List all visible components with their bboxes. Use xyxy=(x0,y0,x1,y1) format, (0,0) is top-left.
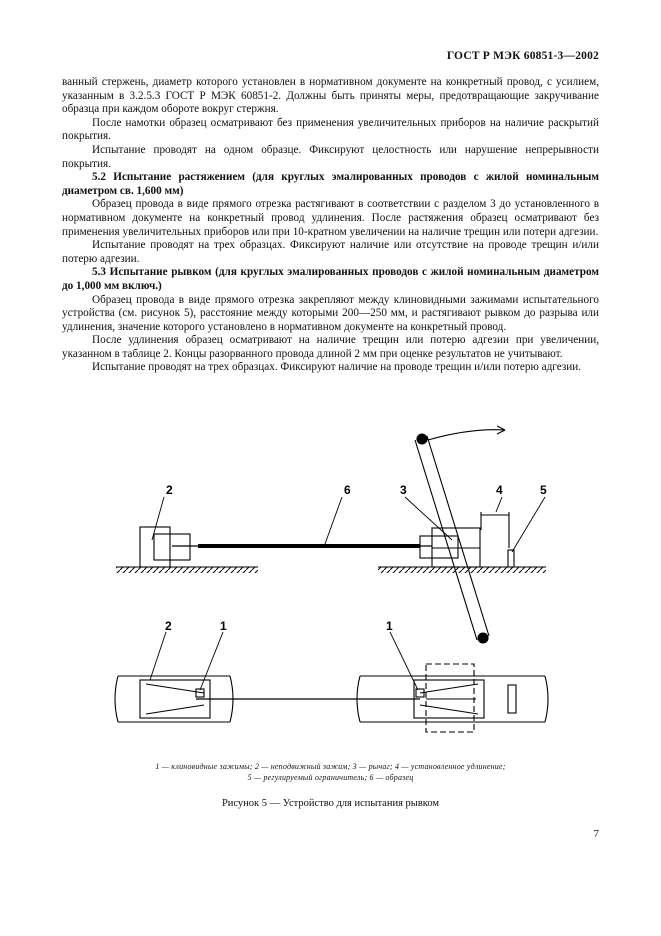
paragraph: Испытание проводят на трех образцах. Фиксируют наличие или отсутствие на проводе трещин и/или потерю адгезии. xyxy=(62,239,599,265)
figure-5-jerk-test-device xyxy=(100,425,560,755)
legend-line-1: 1 — клиновидные зажимы; 2 — неподвижный зажим; 3 — рычаг; 4 — установленное удлинение; xyxy=(155,762,506,771)
section-heading-5-2: 5.2 Испытание растяжением (для круглых эмалированных проводов с жилой номинальным диаметром св. 1,600 мм) xyxy=(62,171,599,197)
adjustable-stop xyxy=(508,550,514,567)
right-clamp xyxy=(420,528,480,567)
label-2-side: 2 xyxy=(166,483,173,497)
page-number: 7 xyxy=(593,828,599,840)
label-5: 5 xyxy=(540,483,547,497)
label-3: 3 xyxy=(400,483,407,497)
paragraph: Испытание проводят на одном образце. Фиксируют целостность или нарушение непрерывности покрытия. xyxy=(62,143,599,170)
ground-left xyxy=(116,567,258,573)
document-header: ГОСТ Р МЭК 60851-3—2002 xyxy=(446,50,599,62)
lever xyxy=(415,426,505,643)
figure-title: Рисунок 5 — Устройство для испытания рывком xyxy=(221,798,440,809)
body-text xyxy=(62,76,599,375)
paragraph: Образец провода в виде прямого отрезка растягивают в соответствии с разделом 3 до установленного в нормативном документе на конкретный провод удлинения. После растяжения образец осматривают без применения увеличительных приборов или при 10-кратном увеличении на наличие трещин или потери адгезии. xyxy=(62,198,599,238)
paragraph: Испытание проводят на трех образцах. Фиксируют наличие на проводе трещин и/или потерю адгезии. xyxy=(92,361,582,374)
paragraph: Образец провода в виде прямого отрезка закрепляют между клиновидными зажимами испытательного устройства (см. рисунок 5), расстояние между которыми 200—250 мм, и растягивают рывком до разрыва или удлинения, значение которого установлено в нормативном документе на конкретный провод. xyxy=(62,293,599,333)
specimen-wire xyxy=(172,544,432,548)
label-2-top: 2 xyxy=(165,619,172,633)
label-4: 4 xyxy=(496,483,503,497)
legend-line-2: 5 — регулируемый ограничитель; 6 — образец xyxy=(247,773,414,782)
ground-right xyxy=(378,567,546,573)
top-view xyxy=(115,664,548,732)
label-1-left: 1 xyxy=(220,619,227,633)
paragraph: После намотки образец осматривают без применения увеличительных приборов на наличие раскрытий покрытия. xyxy=(62,116,599,143)
label-1-right: 1 xyxy=(386,619,393,633)
elongation-dimension xyxy=(481,512,509,548)
paragraph: ванный стержень, диаметр которого установлен в нормативном документе на конкретный провод, с усилием, указанным в 3.2.5.3 ГОСТ Р МЭК 60851-2. Должны быть приняты меры, предотвращающие закручивание образца при каждом обороте вокруг стержня. xyxy=(62,76,599,116)
label-6: 6 xyxy=(344,483,351,497)
figure-legend xyxy=(62,761,599,783)
fixed-clamp xyxy=(140,527,190,567)
paragraph: После удлинения образец осматривают на наличие трещин или потерю адгезии при увеличении, указанном в таблице 2. Концы разорванного провода длиной 2 мм при оценке результатов не учитывают. xyxy=(62,334,599,360)
section-heading-5-3: 5.3 Испытание рывком (для круглых эмалированных проводов с жилой номинальным диаметром до 1,000 мм включ.) xyxy=(62,266,599,292)
